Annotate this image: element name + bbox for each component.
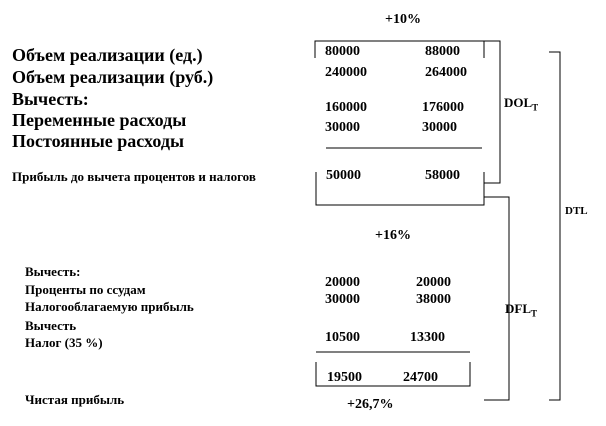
dfl-text: DFL <box>505 301 531 316</box>
dol-text: DOL <box>504 95 533 110</box>
ebit-change-pct: +16% <box>375 228 411 243</box>
label-taxable: Налогооблагаемую прибыль <box>25 299 194 314</box>
label-deduct-3: Вычесть <box>25 318 77 333</box>
interest-before: 20000 <box>325 275 360 290</box>
dtl-tag: DTL <box>565 205 588 217</box>
dtl-bracket <box>549 52 560 400</box>
dol-tag <box>504 96 538 113</box>
label-net-income: Чистая прибыль <box>25 392 125 407</box>
fixed-after: 30000 <box>422 120 457 135</box>
interest-after: 20000 <box>416 275 451 290</box>
label-ebit: Прибыль до вычета процентов и налогов <box>12 169 256 184</box>
label-tax: Налог (35 %) <box>25 335 103 350</box>
sales-change-pct: +10% <box>385 12 421 27</box>
ebit-after: 58000 <box>425 168 460 183</box>
label-variable: Переменные расходы <box>12 110 187 130</box>
revenue-before: 240000 <box>325 65 367 80</box>
dfl-sub: T <box>531 308 538 319</box>
tax-after: 13300 <box>410 330 445 345</box>
dfl-tag <box>505 302 537 319</box>
net-before: 19500 <box>327 370 362 385</box>
tax-before: 10500 <box>325 330 360 345</box>
units-after: 88000 <box>425 44 460 59</box>
dfl-bracket <box>484 197 509 400</box>
ebit-before: 50000 <box>326 168 361 183</box>
label-interest: Проценты по ссудам <box>25 282 146 297</box>
units-before: 80000 <box>325 44 360 59</box>
variable-after: 176000 <box>422 100 464 115</box>
net-change-pct: +26,7% <box>347 397 394 412</box>
label-deduct: Вычесть: <box>12 89 89 109</box>
label-units: Объем реализации (ед.) <box>12 45 203 65</box>
dol-bracket <box>484 41 500 183</box>
taxable-before: 30000 <box>325 292 360 307</box>
variable-before: 160000 <box>325 100 367 115</box>
label-fixed: Постоянные расходы <box>12 131 184 151</box>
revenue-after: 264000 <box>425 65 467 80</box>
label-deduct-2: Вычесть: <box>25 264 81 279</box>
dol-sub: T <box>532 102 539 113</box>
taxable-after: 38000 <box>416 292 451 307</box>
net-after: 24700 <box>403 370 438 385</box>
fixed-before: 30000 <box>325 120 360 135</box>
label-revenue: Объем реализации (руб.) <box>12 67 214 87</box>
